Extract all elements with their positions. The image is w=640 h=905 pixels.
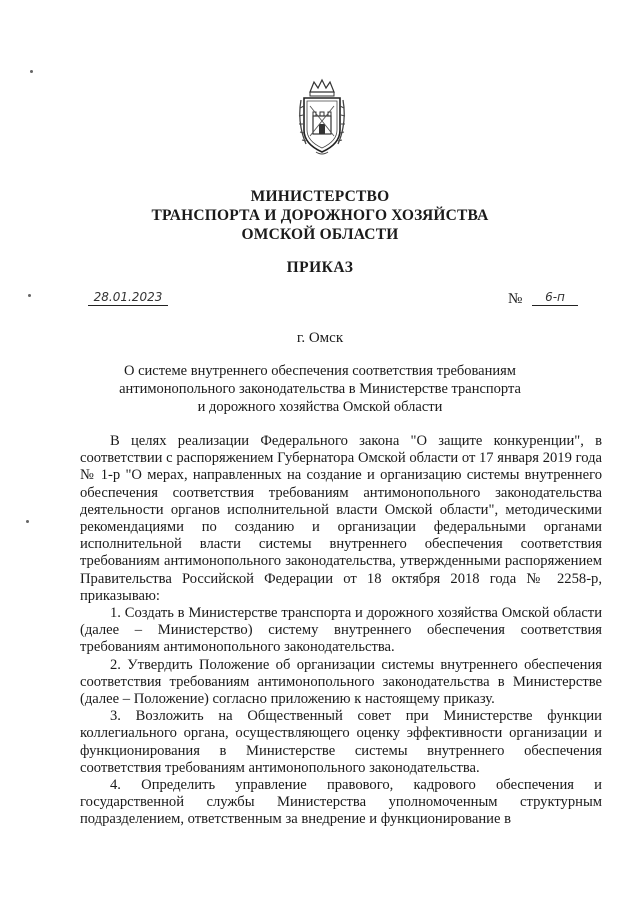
city-name: г. Омск — [296, 330, 344, 346]
number-sign: № — [508, 291, 523, 307]
paragraph-preamble: В целях реализации Федерального закона "О защите конкуренции", в соответствии с распоряжением Губернатора Омской области от 17 января 2019 года № 1-р "О мерах, направленных на создание и организацию системы внутреннего обеспечения соответствия требованиям антимонопольного законодательства деятельности органов исполнительной власти Омской области", методическими рекомендациями по созданию и организации федеральными органами исполнительной власти системы внутреннего обеспечения соответствия требованиям антимонопольного законодательства, утвержденными распоряжением Правительства Российской Федерации от 18 октября 2018 года № 2258-р, приказываю: — [80, 433, 602, 604]
paragraph-item-3: 3. Возложить на Общественный совет при Министерстве функции коллегиального органа, осуществляющего оценку эффективности организации и функционирования в Министерстве системы внутреннего обеспечения соответствия требованиям антимонопольного законодательства. — [80, 708, 602, 776]
ministry-name-line1: МИНИСТЕРСТВО — [250, 188, 390, 205]
paragraph-item-2: 2. Утвердить Положение об организации системы внутреннего обеспечения соответствия требованиям антимонопольного законодательства в Министерстве (далее – Положение) согласно приложению к настоящему приказу. — [80, 656, 602, 708]
subject-line1: О системе внутреннего обеспечения соответствия требованиям — [123, 363, 516, 379]
order-body — [80, 433, 602, 829]
document-type-title: ПРИКАЗ — [286, 259, 354, 276]
scan-mark — [26, 520, 29, 523]
paragraph-item-1: 1. Создать в Министерстве транспорта и дорожного хозяйства Омской области (далее – Министерство) систему внутреннего обеспечения соответствия требованиям антимонопольного законодательства. — [80, 605, 602, 656]
ministry-name-line3: ОМСКОЙ ОБЛАСТИ — [241, 226, 399, 243]
ministry-name — [0, 187, 640, 244]
scan-mark — [30, 70, 33, 73]
ministry-name-line2: ТРАНСПОРТА И ДОРОЖНОГО ХОЗЯЙСТВА — [151, 207, 489, 224]
order-date: 28.01.2023 — [88, 290, 168, 306]
paragraph-item-4: 4. Определить управление правового, кадрового обеспечения и государственной службы Министерства уполномоченным структурным подразделением, ответственным за внедрение и функционирование в — [80, 777, 602, 828]
subject-line3: и дорожного хозяйства Омской области — [197, 399, 443, 415]
order-number: 6-п — [532, 290, 578, 306]
scan-mark — [28, 294, 31, 297]
subject-line2: антимонопольного законодательства в Министерстве транспорта — [119, 381, 521, 397]
order-subject — [110, 362, 530, 416]
coat-of-arms-emblem — [296, 78, 348, 158]
